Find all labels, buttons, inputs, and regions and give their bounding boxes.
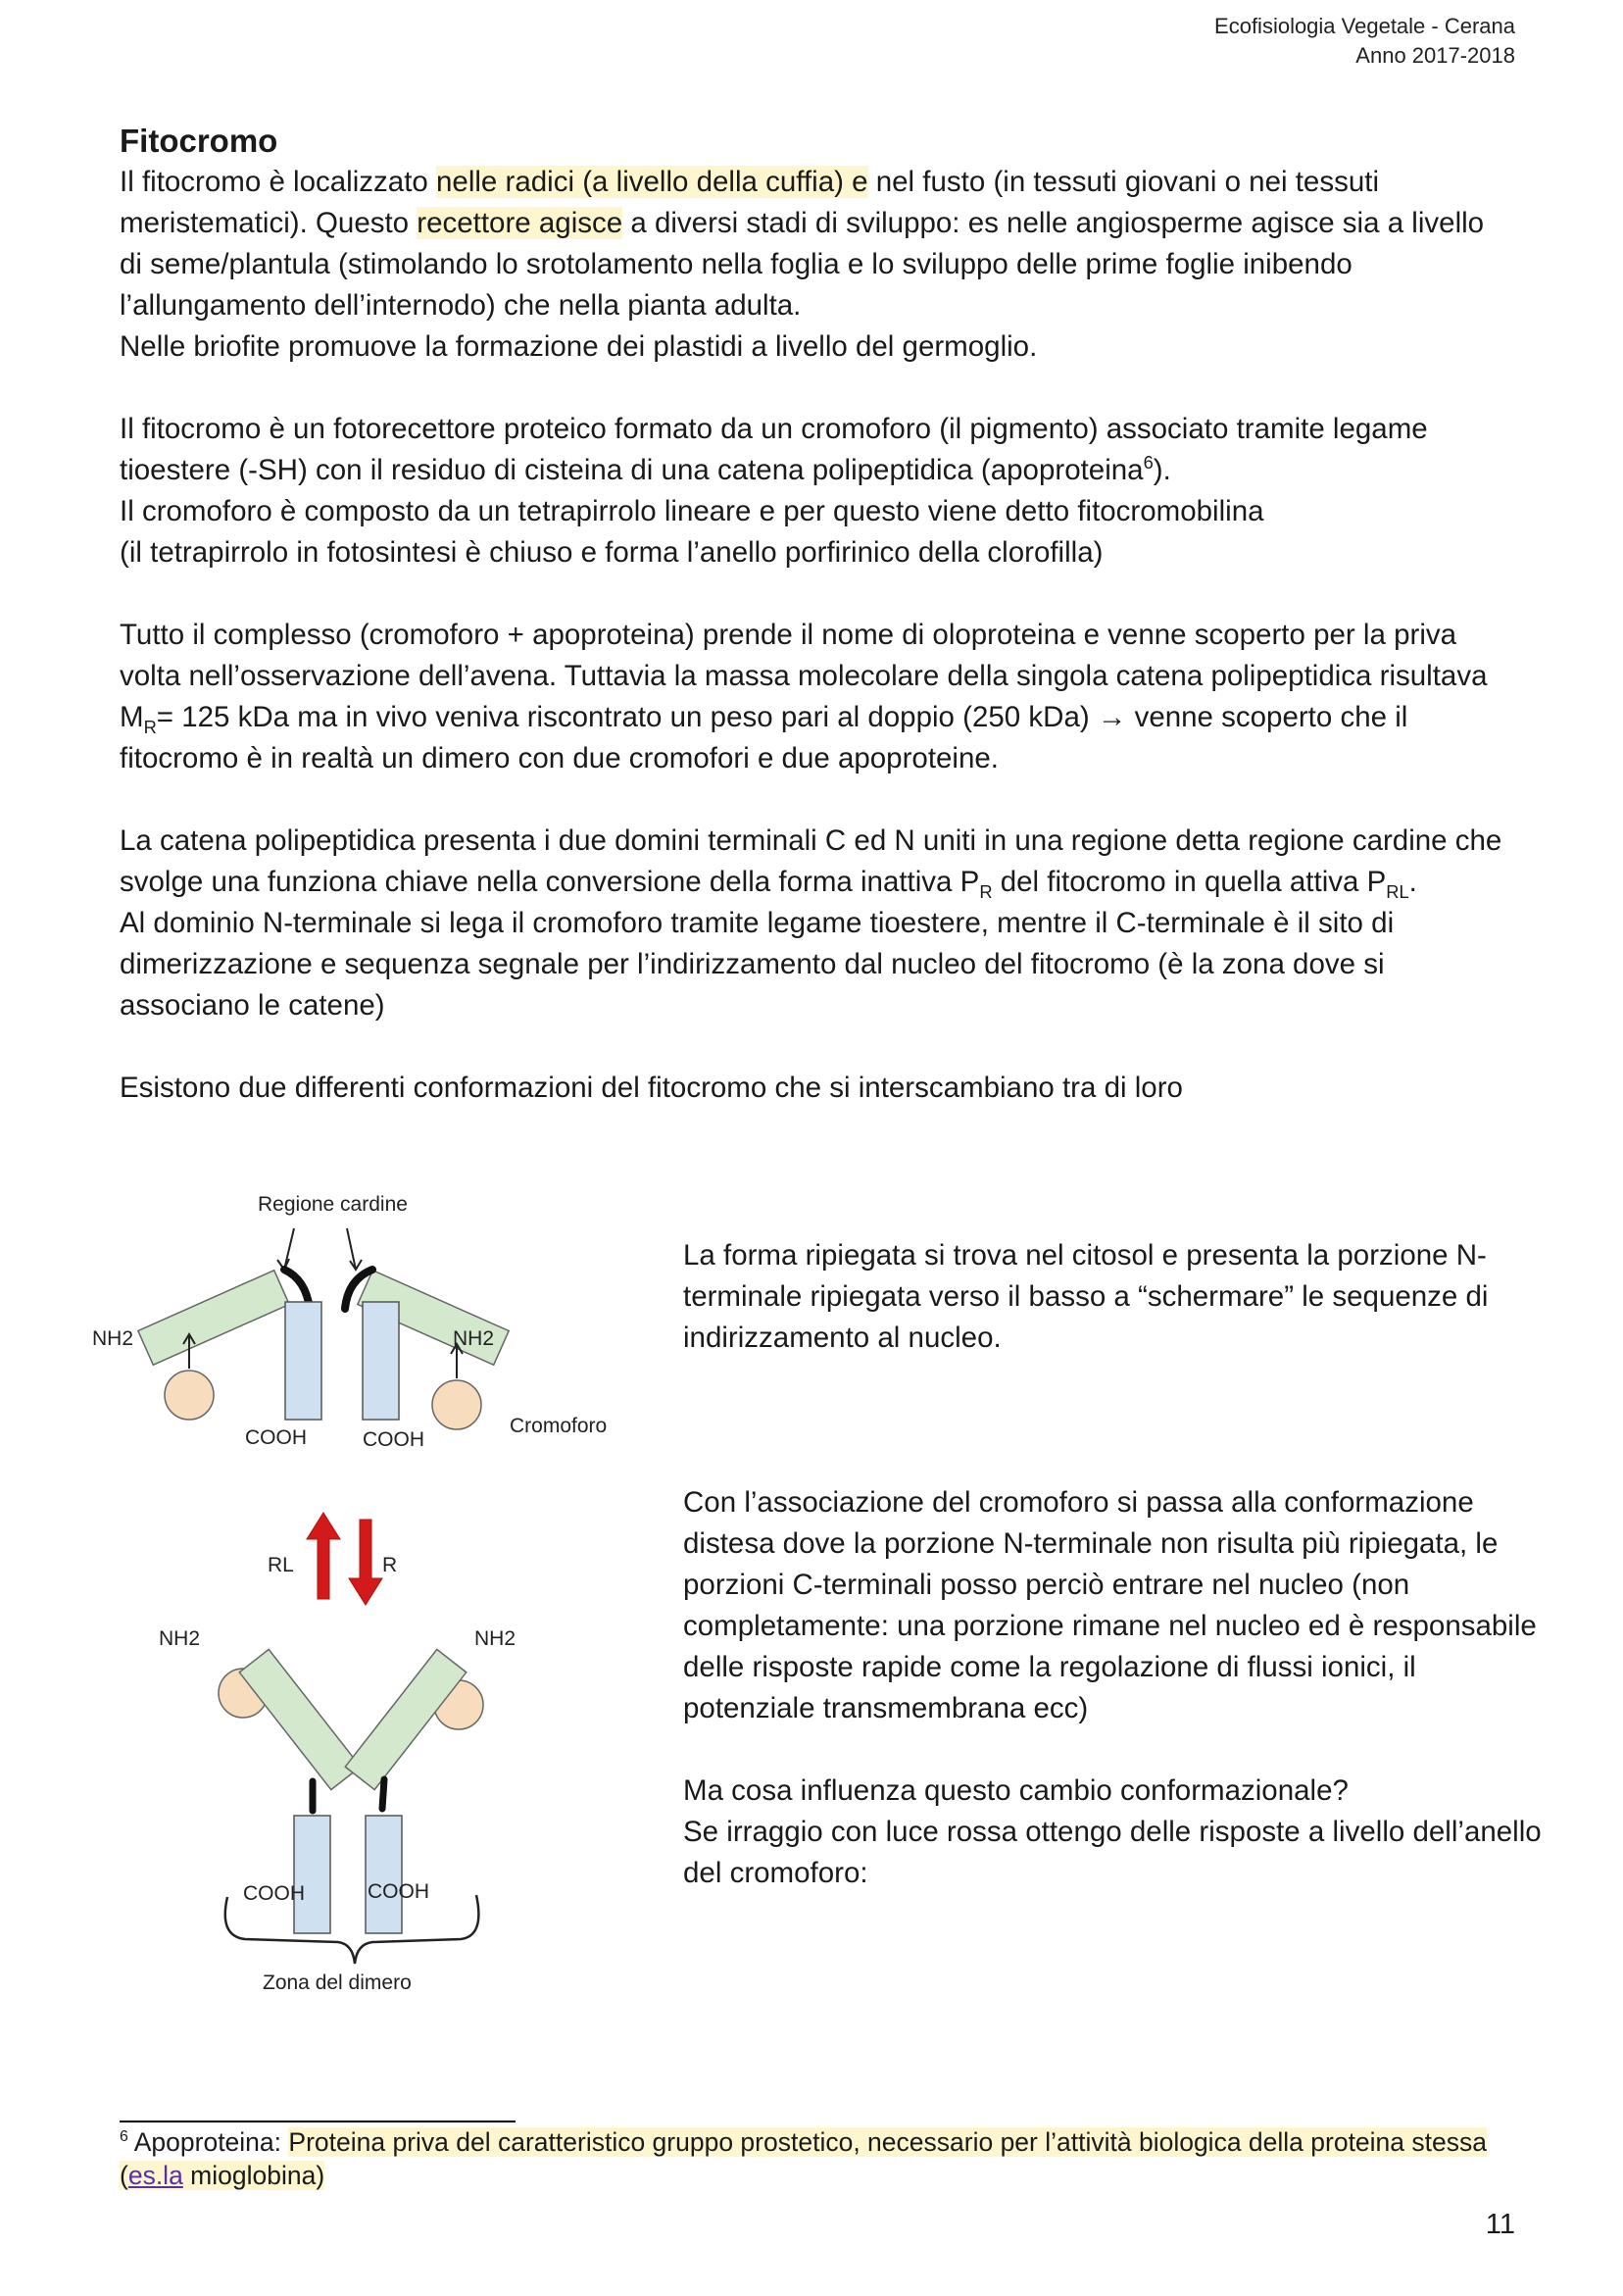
text-run: del fitocromo in quella attiva P (992, 866, 1387, 898)
label-regione-cardine: Regione cardine (258, 1193, 408, 1216)
label-cooh-bottom-right: COOH (368, 1880, 429, 1903)
paragraph-structure (120, 409, 1511, 491)
phytochrome-diagram (88, 1172, 647, 2005)
footnote-text-end: mioglobina) (182, 2161, 325, 2190)
footnote-link[interactable]: es.la (127, 2161, 183, 2190)
arrow-down-red (349, 1520, 382, 1605)
footnote-divider (120, 2121, 516, 2122)
subscript: RL (1386, 880, 1409, 902)
label-nh2-left: NH2 (92, 1327, 134, 1350)
text-run: ). (1153, 454, 1171, 486)
text-extended-form: Con l’associazione del cromoforo si passa alla conformazione distesa dove la porzione N-terminale non risulta più ripiegata, le porzioni C-terminali posso perciò entrare nel nucleo (non completamente: una porzione rimane nel nucleo ed è responsabile delle risposte rapide come la regolazione di flussi ionici, il potenziale transmembrana ecc) (683, 1486, 1537, 1724)
header-course: Ecofisiologia Vegetale - Cerana (1214, 14, 1515, 38)
right-column-2 (683, 1482, 1546, 1894)
label-nh2-right: NH2 (453, 1327, 495, 1350)
footnote (120, 2125, 1511, 2192)
n-terminal-domain-left (138, 1271, 289, 1366)
footnote-definition (120, 2127, 1487, 2190)
paragraph-tetrapyrrole: (il tetrapirrolo in fotosintesi è chiuso e forma l’anello porfirinico della clorofilla) (120, 536, 1104, 569)
footnote-number: 6 (120, 2128, 128, 2146)
footnote-text: Proteina priva del caratteristico gruppo prostetico, necessario per l’attività biologica della proteina stessa ( (120, 2127, 1487, 2190)
paragraph-domains: Al dominio N-terminale si lega il cromoforo tramite legame tioestere, mentre il C-terminale è il sito di dimerizzazione e sequenza segnale per l’indirizzamento dal nucleo del fitocromo (è la zona dove si associano le catene) (120, 907, 1395, 1022)
chromophore-right (432, 1380, 481, 1429)
right-column (683, 1235, 1546, 1359)
footnote-label: Apoproteina: (127, 2127, 289, 2157)
paragraph-chromophore: Il cromoforo è composto da un tetrapirrolo lineare e per questo viene detto fitocromobilina (120, 495, 1264, 527)
label-cooh-bottom-left: COOH (243, 1882, 305, 1905)
c-terminal-domain-bottom-right (366, 1816, 402, 1933)
text-question: Ma cosa influenza questo cambio conformazionale? (683, 1774, 1349, 1807)
paragraph-conformations: Esistono due differenti conformazioni del fitocromo che si interscambiano tra di loro (120, 1072, 1183, 1104)
text-run: . (1408, 866, 1417, 898)
dimer-brace (225, 1895, 479, 1964)
label-cooh-right: COOH (363, 1428, 424, 1451)
arrow-up-red (307, 1513, 340, 1599)
label-r: R (382, 1554, 398, 1576)
paragraph-hinge-region (120, 821, 1511, 903)
footnote-ref[interactable]: 6 (1143, 452, 1154, 474)
label-nh2-bottom-left: NH2 (159, 1627, 201, 1650)
n-terminal-domain-bottom-left (239, 1649, 361, 1789)
label-cooh-left: COOH (245, 1426, 307, 1449)
label-zona-dimero: Zona del dimero (263, 1972, 412, 1994)
paragraph-briofite: Nelle briofite promuove la formazione dei plastidi a livello del germoglio. (120, 330, 1038, 363)
text-folded-form: La forma ripiegata si trova nel citosol e presenta la porzione N-terminale ripiegata verso il basso a “schermare” le sequenze di indirizzamento al nucleo. (683, 1239, 1489, 1354)
hinge-arrows (277, 1228, 362, 1270)
c-terminal-domain-bottom-left (294, 1816, 330, 1933)
chromophore-left (165, 1371, 214, 1420)
highlighted-text: recettore agisce (417, 207, 623, 239)
text-run: nel fusto (in tessuti giovani o nei tessuti meristematici). Questo (120, 166, 1379, 239)
paragraph-localization (120, 162, 1511, 326)
text-run: Tutto il complesso (cromoforo + apoproteina) prende il nome di oloproteina e venne scoperto per la priva volta nell’osservazione dell’avena. Tuttavia la massa molecolare della singola catena polipeptidica risultava M (120, 619, 1488, 733)
highlighted-text: nelle radici (a livello della cuffia) e (436, 166, 868, 198)
label-nh2-bottom-right: NH2 (474, 1627, 516, 1650)
label-rl: RL (268, 1554, 294, 1576)
page-header (1214, 12, 1515, 71)
label-cromoforo: Cromoforo (510, 1415, 608, 1437)
section-title: Fitocromo (120, 123, 278, 159)
subscript: R (979, 880, 993, 902)
main-text (120, 162, 1511, 1109)
text-run: Il fitocromo è un fotorecettore proteico formato da un cromoforo (il pigmento) associato tramite legame tioestere (-SH) con il residuo di cisteina di una catena polipeptidica (apoproteina (120, 413, 1428, 486)
hinge-bottom-right (382, 1779, 384, 1809)
paragraph-holoprotein (120, 615, 1511, 779)
text-run: Il fitocromo è localizzato (120, 166, 436, 198)
header-year: Anno 2017-2018 (1355, 43, 1515, 68)
text-red-light: Se irraggio con luce rossa ottengo delle risposte a livello dell’anello del cromoforo: (683, 1816, 1542, 1889)
c-terminal-domain-left (285, 1302, 321, 1420)
text-run: La catena polipeptidica presenta i due domini terminali C ed N uniti in una regione detta regione cardine che svolge una funziona chiave nella conversione della forma inattiva P (120, 824, 1502, 898)
text-run: = 125 kDa ma in vivo veniva riscontrato un peso pari al doppio (250 kDa) → venne scoperto che il fitocromo è in realtà un dimero con due cromofori e due apoproteine. (120, 701, 1408, 774)
text-run: a diversi stadi di sviluppo: es nelle angiosperme agisce sia a livello di seme/plantula (stimolando lo srotolamento nella foglia e lo sviluppo delle prime foglie inibendo l’allungamento dell’internodo) che nella pianta adulta. (120, 207, 1485, 322)
page-number: 11 (1485, 2209, 1515, 2240)
c-terminal-domain-right (363, 1302, 399, 1420)
subscript: R (143, 716, 157, 737)
